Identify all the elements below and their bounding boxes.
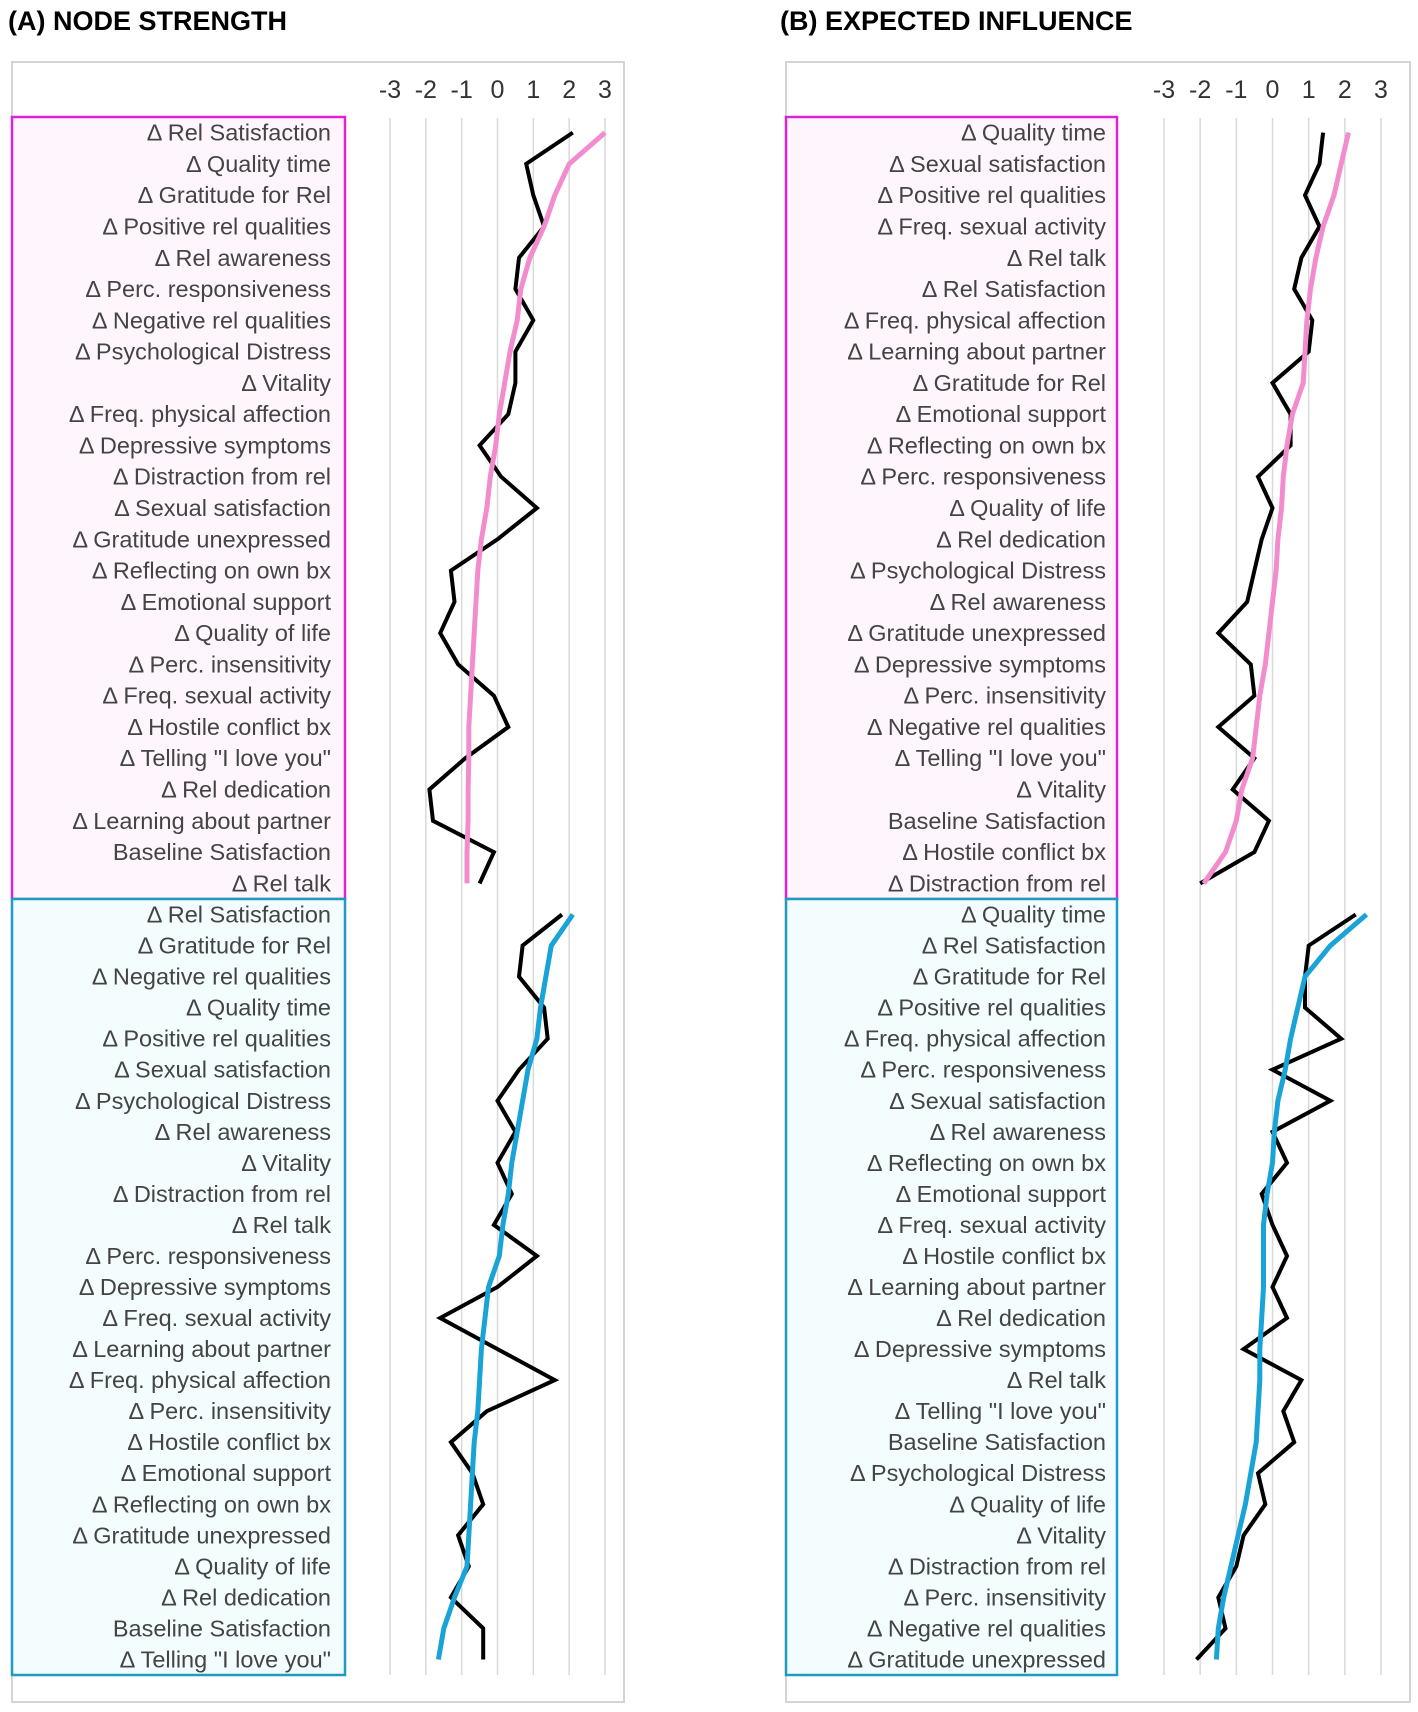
node-label: Δ Distraction from rel bbox=[887, 870, 1106, 897]
node-label: Δ Vitality bbox=[241, 369, 331, 396]
node-label: Δ Quality time bbox=[186, 150, 331, 177]
x-tick-label: 0 bbox=[490, 76, 505, 104]
x-tick-label: -2 bbox=[1189, 76, 1212, 104]
x-tick-label: 2 bbox=[562, 76, 577, 104]
node-label: Δ Quality of life bbox=[174, 1553, 331, 1580]
node-label: Δ Emotional support bbox=[895, 401, 1106, 428]
node-label: Δ Telling "I love you" bbox=[119, 1646, 331, 1673]
node-label: Δ Freq. sexual activity bbox=[877, 213, 1106, 240]
node-label: Δ Negative rel qualities bbox=[866, 1615, 1106, 1642]
node-label: Δ Quality time bbox=[961, 901, 1106, 928]
node-label: Δ Perc. insensitivity bbox=[128, 1398, 331, 1425]
node-label: Δ Freq. physical affection bbox=[843, 307, 1106, 334]
x-tick-label: -3 bbox=[1152, 76, 1176, 104]
node-label: Δ Rel awareness bbox=[154, 244, 331, 271]
node-label: Δ Hostile conflict bx bbox=[902, 839, 1106, 866]
node-label: Δ Perc. responsiveness bbox=[85, 1242, 331, 1269]
node-label: Δ Depressive symptoms bbox=[78, 1274, 331, 1300]
node-label: Baseline Satisfaction bbox=[887, 1429, 1106, 1456]
node-label: Δ Rel dedication bbox=[936, 1305, 1106, 1332]
node-label: Δ Gratitude for Rel bbox=[912, 963, 1106, 990]
node-label: Δ Quality time bbox=[186, 994, 331, 1021]
node-label: Δ Freq. sexual activity bbox=[102, 682, 331, 709]
node-label: Δ Freq. physical affection bbox=[68, 401, 331, 428]
node-label: Δ Positive rel qualities bbox=[877, 994, 1106, 1021]
node-label: Δ Gratitude unexpressed bbox=[847, 1646, 1106, 1673]
node-label: Δ Quality time bbox=[961, 119, 1106, 146]
node-label: Δ Quality of life bbox=[949, 1491, 1106, 1518]
node-label: Δ Quality of life bbox=[174, 620, 331, 647]
node-label: Δ Vitality bbox=[1016, 776, 1106, 803]
node-label: Δ Distraction from rel bbox=[887, 1553, 1106, 1580]
node-label: Δ Rel talk bbox=[231, 870, 331, 897]
node-label: Δ Reflecting on own bx bbox=[91, 1491, 331, 1518]
node-label: Δ Hostile conflict bx bbox=[127, 713, 331, 740]
node-label: Δ Positive rel qualities bbox=[102, 1025, 331, 1052]
node-label: Δ Rel Satisfaction bbox=[146, 901, 331, 928]
panel-expected-influence bbox=[780, 6, 1410, 1702]
node-label: Δ Perc. insensitivity bbox=[903, 682, 1106, 709]
node-label: Δ Hostile conflict bx bbox=[127, 1429, 331, 1456]
node-label: Δ Telling "I love you" bbox=[894, 745, 1106, 772]
node-label: Δ Perc. insensitivity bbox=[128, 651, 331, 678]
x-tick-label: 2 bbox=[1337, 76, 1352, 104]
node-label: Δ Gratitude for Rel bbox=[137, 182, 331, 209]
node-label: Δ Rel Satisfaction bbox=[921, 932, 1106, 959]
node-label: Δ Distraction from rel bbox=[112, 1180, 331, 1207]
node-label: Δ Depressive symptoms bbox=[853, 1336, 1106, 1363]
node-label: Δ Negative rel qualities bbox=[91, 307, 331, 334]
node-label: Δ Rel awareness bbox=[929, 1118, 1106, 1145]
node-label: Δ Rel talk bbox=[231, 1211, 331, 1238]
node-label: Δ Rel talk bbox=[1006, 1367, 1106, 1394]
node-label: Δ Vitality bbox=[241, 1149, 331, 1176]
x-tick-label: -1 bbox=[450, 76, 473, 104]
panel-title: (B) EXPECTED INFLUENCE bbox=[780, 6, 1133, 36]
x-tick-label: 3 bbox=[1374, 76, 1388, 104]
node-label: Δ Perc. insensitivity bbox=[903, 1584, 1106, 1611]
node-label: Δ Negative rel qualities bbox=[866, 713, 1106, 740]
node-label: Δ Positive rel qualities bbox=[877, 182, 1106, 209]
node-label: Δ Depressive symptoms bbox=[78, 432, 331, 459]
node-label: Δ Freq. physical affection bbox=[68, 1367, 331, 1394]
node-label: Baseline Satisfaction bbox=[112, 839, 331, 866]
node-label: Δ Telling "I love you" bbox=[119, 745, 331, 772]
x-tick-label: 0 bbox=[1265, 76, 1280, 104]
x-tick-label: -1 bbox=[1225, 76, 1248, 104]
node-label: Δ Reflecting on own bx bbox=[866, 1149, 1106, 1176]
node-label: Δ Learning about partner bbox=[72, 807, 331, 834]
node-label: Δ Freq. sexual activity bbox=[102, 1305, 331, 1332]
node-label: Δ Emotional support bbox=[120, 1460, 331, 1487]
node-label: Δ Hostile conflict bx bbox=[902, 1242, 1106, 1269]
node-label: Δ Gratitude for Rel bbox=[137, 932, 331, 959]
node-label: Δ Telling "I love you" bbox=[894, 1398, 1106, 1425]
node-label: Δ Rel talk bbox=[1006, 244, 1106, 271]
node-label: Δ Rel awareness bbox=[929, 588, 1106, 615]
node-label: Δ Vitality bbox=[1016, 1522, 1106, 1549]
node-label: Δ Emotional support bbox=[120, 588, 331, 615]
panel-title: (A) NODE STRENGTH bbox=[8, 6, 287, 36]
node-label: Δ Rel Satisfaction bbox=[921, 276, 1106, 303]
node-label: Δ Learning about partner bbox=[847, 1274, 1106, 1300]
node-label: Δ Gratitude unexpressed bbox=[72, 1522, 331, 1549]
node-label: Δ Depressive symptoms bbox=[853, 651, 1106, 678]
node-label: Δ Perc. responsiveness bbox=[85, 276, 331, 303]
node-label: Δ Sexual satisfaction bbox=[889, 150, 1106, 177]
node-label: Δ Emotional support bbox=[895, 1180, 1106, 1207]
node-label: Δ Rel Satisfaction bbox=[146, 119, 331, 146]
node-label: Δ Perc. responsiveness bbox=[860, 1056, 1106, 1083]
node-label: Δ Gratitude unexpressed bbox=[847, 620, 1106, 647]
node-label: Δ Rel dedication bbox=[161, 776, 331, 803]
node-label: Δ Psychological Distress bbox=[849, 557, 1106, 584]
node-label: Δ Psychological Distress bbox=[74, 1087, 331, 1114]
node-label: Δ Reflecting on own bx bbox=[91, 557, 331, 584]
node-label: Δ Quality of life bbox=[949, 495, 1106, 521]
node-label: Δ Rel dedication bbox=[936, 526, 1106, 553]
node-label: Baseline Satisfaction bbox=[112, 1615, 331, 1642]
node-label: Δ Psychological Distress bbox=[74, 338, 331, 365]
x-tick-label: -3 bbox=[378, 76, 402, 104]
node-label: Δ Gratitude for Rel bbox=[912, 369, 1106, 396]
node-label: Δ Positive rel qualities bbox=[102, 213, 331, 240]
node-label: Δ Learning about partner bbox=[72, 1336, 331, 1363]
node-label: Δ Perc. responsiveness bbox=[860, 463, 1106, 490]
node-label: Δ Psychological Distress bbox=[849, 1460, 1106, 1487]
node-label: Δ Sexual satisfaction bbox=[114, 495, 331, 521]
node-label: Δ Distraction from rel bbox=[112, 463, 331, 490]
node-label: Δ Reflecting on own bx bbox=[866, 432, 1106, 459]
node-label: Baseline Satisfaction bbox=[887, 807, 1106, 834]
node-label: Δ Negative rel qualities bbox=[91, 963, 331, 990]
x-tick-label: 1 bbox=[526, 76, 541, 104]
node-label: Δ Sexual satisfaction bbox=[889, 1087, 1106, 1114]
x-tick-label: 1 bbox=[1301, 76, 1316, 104]
node-label: Δ Freq. physical affection bbox=[843, 1025, 1106, 1052]
x-tick-label: -2 bbox=[414, 76, 437, 104]
node-label: Δ Rel dedication bbox=[161, 1584, 331, 1611]
node-label: Δ Freq. sexual activity bbox=[877, 1211, 1106, 1238]
node-label: Δ Gratitude unexpressed bbox=[72, 526, 331, 553]
node-label: Δ Rel awareness bbox=[154, 1118, 331, 1145]
x-tick-label: 3 bbox=[598, 76, 612, 104]
panel-node-strength bbox=[8, 6, 624, 1702]
node-label: Δ Sexual satisfaction bbox=[114, 1056, 331, 1083]
node-label: Δ Learning about partner bbox=[847, 338, 1106, 365]
